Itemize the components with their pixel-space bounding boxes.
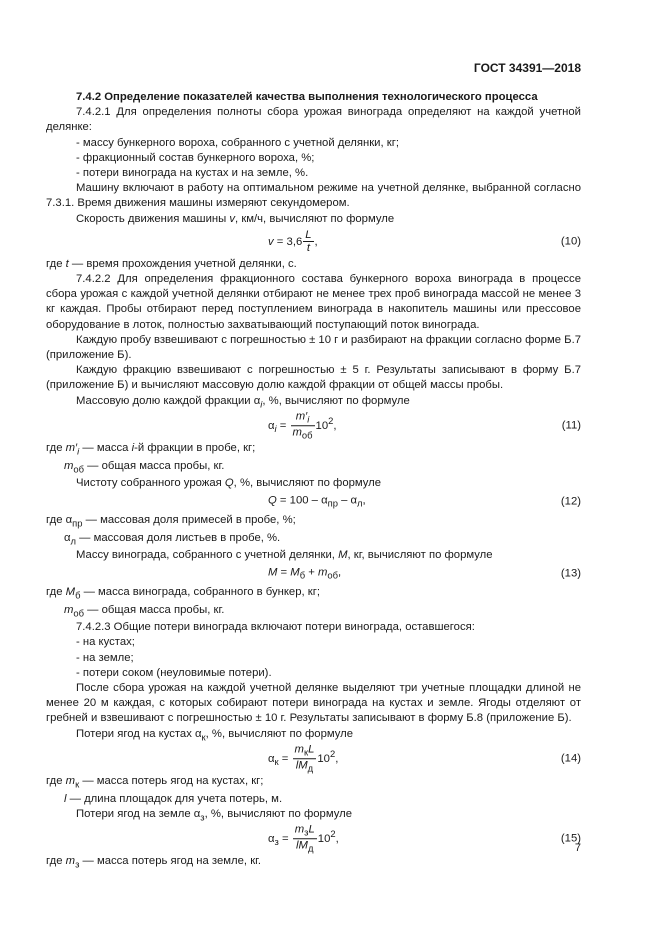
paragraph-machine: Машину включают в работу на оптимальном режиме на учетной делянке, выбранной согласно 7.3.1. Время движения машины измеряют секундомером.	[46, 182, 581, 210]
body-text	[46, 90, 581, 872]
formula-13: $M = M_б + m_{об}$, (13)	[268, 566, 581, 581]
formula-10: v = 3,6 $\frac{L}{t}$ , (10)	[268, 228, 581, 254]
formula-11: $\alpha_i$ = $\frac{m'_i}{m_{об}}$ $10^2$, (11)	[268, 410, 581, 441]
where-mob-2: $m_{об}$ — общая масса пробы, кг.	[64, 603, 225, 619]
where-t: где t — время прохождения учетной делянки, с.	[46, 257, 297, 270]
paragraph-mass: Массу винограда, собранного с учетной делянки, M, кг, вычисляют по формуле	[76, 549, 493, 562]
formula-number: (12)	[560, 495, 581, 508]
formula-number: (10)	[560, 235, 581, 248]
formula-14: $\alpha_к$ = $\frac{m_кL}{lM_д}$ $10^2$, (14)	[268, 743, 581, 774]
list-item: - массу бункерного вороха, собранного с учетной делянки, кг;	[76, 136, 399, 149]
paragraph-speed: Скорость движения машины v, км/ч, вычисляют по формуле	[76, 212, 395, 225]
formula-number: (15)	[560, 832, 581, 845]
where-mi: где $m'_i$ — масса i-й фракции в пробе, кг;	[46, 442, 256, 457]
paragraph-weigh-fraction: Каждую фракцию взвешивают с погрешностью ± 5 г. Результаты записывают в форму Б.7 (приложение Б) и вычисляют массовую долю каждой фракции от общей массы пробы.	[46, 364, 581, 392]
where-mk: где $m_к$ — масса потерь ягод на кустах, кг;	[46, 775, 264, 790]
list-item: - потери винограда на кустах и на земле, %.	[76, 167, 309, 180]
formula-15: $\alpha_з$ = $\frac{m_зL}{lM_д}$ $10^2$, (15)	[268, 823, 581, 854]
formula-number: (11)	[561, 419, 581, 432]
paragraph-plots: После сбора урожая на каждой учетной делянке выделяют три учетные площадки длиной не менее 20 м каждая, с которых собирают потери винограда на кустах и земле. Ягоды отделяют от гребней и взвешивают с погрешностью ± 10 г. Результаты записывают в форму Б.8 (приложение Б).	[46, 682, 581, 725]
where-l: l — длина площадок для учета потерь, м.	[64, 792, 283, 805]
standard-header: ГОСТ 34391—2018	[473, 61, 581, 75]
formula-number: (13)	[560, 567, 581, 580]
where-mob: $m_{об}$ — общая масса пробы, кг.	[64, 459, 225, 474]
paragraph-weigh-sample: Каждую пробу взвешивают с погрешностью ± 10 г и разбирают на фракции согласно форме Б.7 (приложение Б).	[46, 333, 581, 362]
paragraph-purity: Чистоту собранного урожая Q, %, вычисляют по формуле	[76, 477, 382, 490]
paragraph-mass-share: Массовую долю каждой фракции $\alpha_i$, %, вычисляют по формуле	[76, 394, 410, 409]
list-item: - на земле;	[76, 651, 134, 664]
paragraph-7-4-2-3: 7.4.2.3 Общие потери винограда включают потери винограда, оставшегося:	[76, 621, 475, 634]
where-al: $\alpha_л$ — массовая доля листьев в пробе, %.	[64, 531, 281, 546]
formula-number: (14)	[560, 752, 581, 765]
paragraph-loss-ground: Потери ягод на земле $\alpha_з$, %, вычисляют по формуле	[76, 807, 352, 823]
section-title: 7.4.2 Определение показателей качества выполнения технологического процесса	[76, 91, 538, 103]
paragraph-loss-bushes: Потери ягод на кустах $\alpha_к$, %, вычисляют по формуле	[76, 727, 354, 742]
list-item: - на кустах;	[76, 636, 135, 649]
list-item: - потери соком (неуловимые потери).	[76, 666, 272, 679]
page-number: 7	[574, 842, 581, 854]
paragraph-7-4-2-1: 7.4.2.1 Для определения полноты сбора урожая винограда определяют на каждой учетной делянке:	[46, 106, 581, 134]
where-mb: где $M_б$ — масса винограда, собранного в бункер, кг;	[46, 586, 320, 601]
paragraph-7-4-2-2: 7.4.2.2 Для определения фракционного состава бункерного вороха винограда в процессе сбора урожая с каждой учетной делянки отбирают не менее трех проб винограда массой не менее 3 кг каждая. Пробы отбирают перед поступлением винограда в накопитель машины или прессовое оборудование в лоток, полностью захватывающий поступающий поток винограда.	[46, 273, 581, 331]
list-item: - фракционный состав бункерного вороха, %;	[76, 151, 315, 164]
where-mz: где $m_з$ — масса потерь ягод на земле, кг.	[46, 855, 262, 870]
where-apr: где $\alpha_{пр}$ — массовая доля примесей в пробе, %;	[46, 514, 296, 529]
formula-12: $Q = 100 - \alpha_{пр} - \alpha_л$, (12)	[268, 494, 581, 509]
